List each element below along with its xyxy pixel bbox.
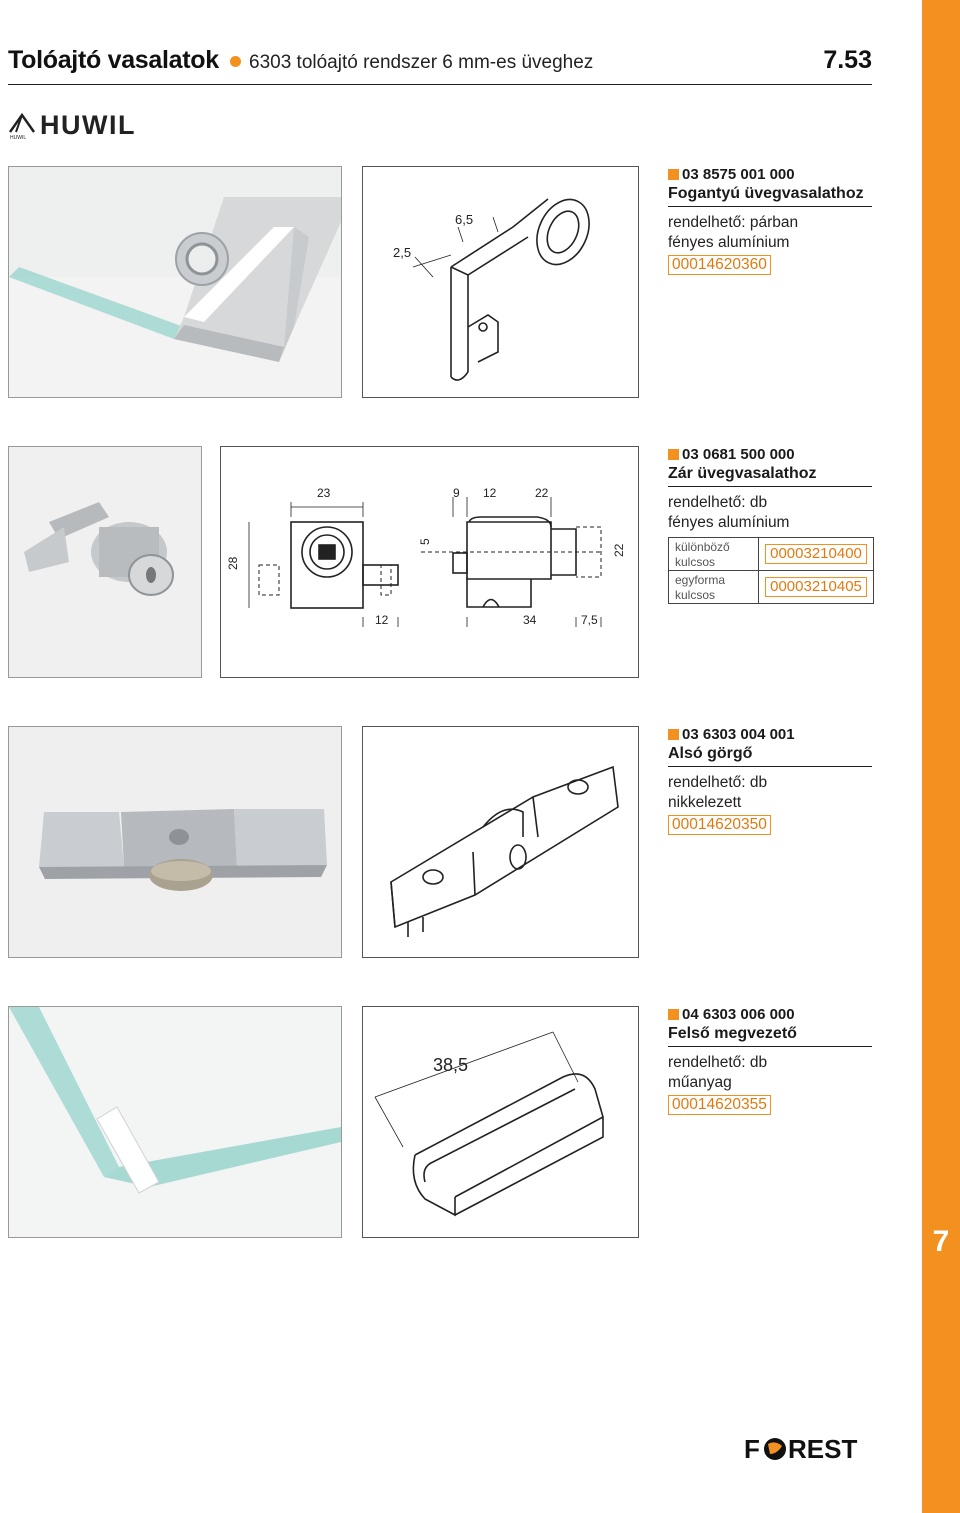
variant-row — [669, 538, 873, 571]
order-unit: rendelhető: db — [668, 1054, 768, 1071]
roller-drawing — [362, 726, 639, 958]
dimension-label: 34 — [523, 613, 537, 627]
huwil-logo-small-text: HUWIL — [10, 135, 27, 140]
order-unit: rendelhető: db — [668, 494, 768, 511]
lock-photo — [8, 446, 202, 678]
product-code: 03 0681 500 000 — [668, 445, 872, 464]
variant-table — [668, 537, 874, 604]
dimension-label: 38,5 — [433, 1055, 469, 1075]
brand-name: HUWIL — [40, 110, 136, 140]
dimension-label: 7,5 — [581, 613, 598, 627]
product-name: Felső megvezető — [668, 1024, 872, 1047]
variant-label: különböző kulcsos — [669, 538, 759, 570]
square-bullet-icon — [668, 169, 679, 180]
finish: fényes alumínium — [668, 514, 790, 531]
article-number: 00014620350 — [668, 815, 771, 835]
product-info-top-guide — [668, 1005, 872, 1115]
product-info-handle — [668, 165, 872, 275]
order-unit: rendelhető: db — [668, 774, 768, 791]
variant-row — [669, 571, 873, 603]
dimension-label: 23 — [317, 486, 331, 500]
article-number: 00014620355 — [668, 1095, 771, 1115]
finish: műanyag — [668, 1074, 732, 1091]
square-bullet-icon — [668, 449, 679, 460]
article-number: 00014620360 — [668, 255, 771, 275]
dimension-label: 28 — [226, 556, 240, 570]
variant-article: 00003210400 — [765, 544, 867, 564]
product-name: Fogantyú üvegvasalathoz — [668, 184, 872, 207]
order-unit: rendelhető: párban — [668, 214, 799, 231]
dimension-label: 12 — [483, 486, 497, 500]
chapter-side-bar — [922, 0, 960, 1513]
forest-logo — [744, 1432, 874, 1471]
dimension-label: 22 — [612, 543, 626, 557]
page-subtitle: 6303 tolóajtó rendszer 6 mm-es üveghez — [249, 52, 594, 73]
dimension-label: 9 — [453, 486, 460, 500]
page-number: 7.53 — [823, 46, 872, 74]
bullet-dot-icon — [230, 56, 241, 67]
huwil-logo-icon — [8, 112, 38, 140]
product-name: Zár üvegvasalathoz — [668, 464, 872, 487]
page-header — [8, 44, 872, 85]
dimension-label: 12 — [375, 613, 389, 627]
page-title: Tolóajtó vasalatok — [8, 46, 219, 74]
product-code: 03 6303 004 001 — [668, 725, 872, 744]
top-guide-photo — [8, 1006, 342, 1238]
dimension-label: 6,5 — [455, 212, 474, 227]
product-code: 03 8575 001 000 — [668, 165, 872, 184]
finish: fényes alumínium — [668, 234, 790, 251]
lock-drawing — [220, 446, 639, 678]
square-bullet-icon — [668, 1009, 679, 1020]
product-code: 04 6303 006 000 — [668, 1005, 872, 1024]
finish: nikkelezett — [668, 794, 742, 811]
square-bullet-icon — [668, 729, 679, 740]
forest-logo-text: REST — [788, 1434, 858, 1464]
dimension-label: 2,5 — [393, 245, 412, 260]
chapter-number: 7 — [932, 1225, 950, 1258]
product-info-lock — [668, 445, 872, 604]
dimension-label: 5 — [418, 538, 432, 545]
product-info-roller — [668, 725, 872, 835]
product-name: Alsó görgő — [668, 744, 872, 767]
forest-logo-letter: F — [744, 1434, 760, 1464]
dimension-label: 22 — [535, 486, 549, 500]
handle-drawing — [362, 166, 639, 398]
roller-photo — [8, 726, 342, 958]
variant-article: 00003210405 — [765, 577, 867, 597]
top-guide-drawing — [362, 1006, 639, 1238]
variant-label: egyforma kulcsos — [669, 571, 759, 603]
handle-photo — [8, 166, 342, 398]
